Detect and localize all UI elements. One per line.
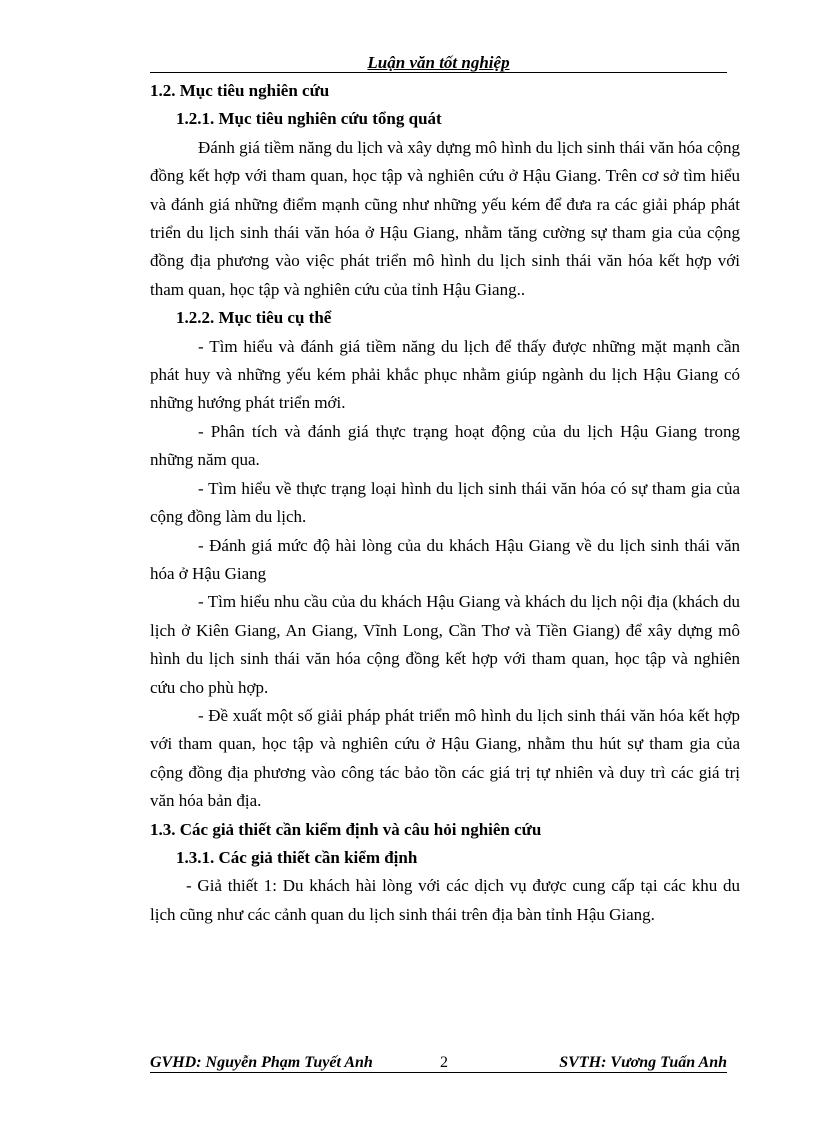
list-item: - Tìm hiểu và đánh giá tiềm năng du lịch để thấy được những mặt mạnh cần phát huy và những yếu kém phải khắc phục nhằm giúp ngành du lịch Hậu Giang có những hướng phát triển mới.	[150, 336, 740, 413]
list-item: - Phân tích và đánh giá thực trạng hoạt động của du lịch Hậu Giang trong những năm qua.	[150, 421, 740, 470]
subsection-heading-1-2-1: 1.2.1. Mục tiêu nghiên cứu tổng quát	[176, 109, 442, 129]
header-rule	[150, 72, 727, 73]
footer-rule	[150, 1072, 727, 1073]
subsection-heading-1-2-2: 1.2.2. Mục tiêu cụ thể	[176, 308, 332, 328]
list-item: - Đề xuất một số giải pháp phát triển mô hình du lịch sinh thái văn hóa kết hợp với tham quan, học tập và nghiên cứu ở Hậu Giang, nhằm thu hút sự tham gia của cộng đồng địa phương vào công tác bảo tồn các giá trị tự nhiên và duy trì các giá trị văn hóa bản địa.	[150, 705, 740, 811]
footer-student: SVTH: Vương Tuấn Anh	[559, 1054, 727, 1071]
subsection-heading-1-3-1: 1.3.1. Các giả thiết cần kiểm định	[176, 847, 418, 867]
document-body	[150, 77, 740, 929]
running-footer	[150, 1052, 727, 1074]
footer-advisor: GVHD: Nguyễn Phạm Tuyết Anh	[150, 1054, 373, 1071]
list-item: - Tìm hiểu nhu cầu của du khách Hậu Giang và khách du lịch nội địa (khách du lịch ở Kiên Giang, An Giang, Vĩnh Long, Cần Thơ và Tiền Giang) để xây dựng mô hình du lịch sinh thái văn hóa cộng đồng kết hợp với tham quan, học tập và nghiên cứu cho phù hợp.	[150, 592, 740, 697]
page-number: 2	[440, 1054, 448, 1071]
header-title-text: Luận văn tốt nghiệp	[367, 53, 510, 72]
list-item: - Đánh giá mức độ hài lòng của du khách Hậu Giang về du lịch sinh thái văn hóa ở Hậu Giang	[150, 535, 740, 583]
list-item: - Tìm hiểu về thực trạng loại hình du lịch sinh thái văn hóa có sự tham gia của cộng đồng làm du lịch.	[150, 478, 740, 527]
running-header	[150, 52, 727, 74]
section-heading-1-3: 1.3. Các giả thiết cần kiểm định và câu hỏi nghiên cứu	[150, 819, 542, 839]
paragraph-hypothesis-1: - Giả thiết 1: Du khách hài lòng với các dịch vụ được cung cấp tại các khu du lịch cũng như các cảnh quan du lịch sinh thái trên địa bàn tỉnh Hậu Giang.	[150, 876, 740, 924]
paragraph-general-objective: Đánh giá tiềm năng du lịch và xây dựng mô hình du lịch sinh thái văn hóa cộng đồng kết hợp với tham quan, học tập và nghiên cứu ở Hậu Giang. Trên cơ sở tìm hiểu và đánh giá những điểm mạnh cũng như những yếu kém để đưa ra các giải pháp phát triển du lịch sinh thái văn hóa ở Hậu Giang, nhằm tăng cường sự tham gia của cộng đồng địa phương vào việc phát triển mô hình du lịch sinh thái văn hóa kết hợp với tham quan, học tập và nghiên cứu của tỉnh Hậu Giang..	[150, 137, 740, 299]
section-heading-1-2: 1.2. Mục tiêu nghiên cứu	[150, 81, 330, 100]
